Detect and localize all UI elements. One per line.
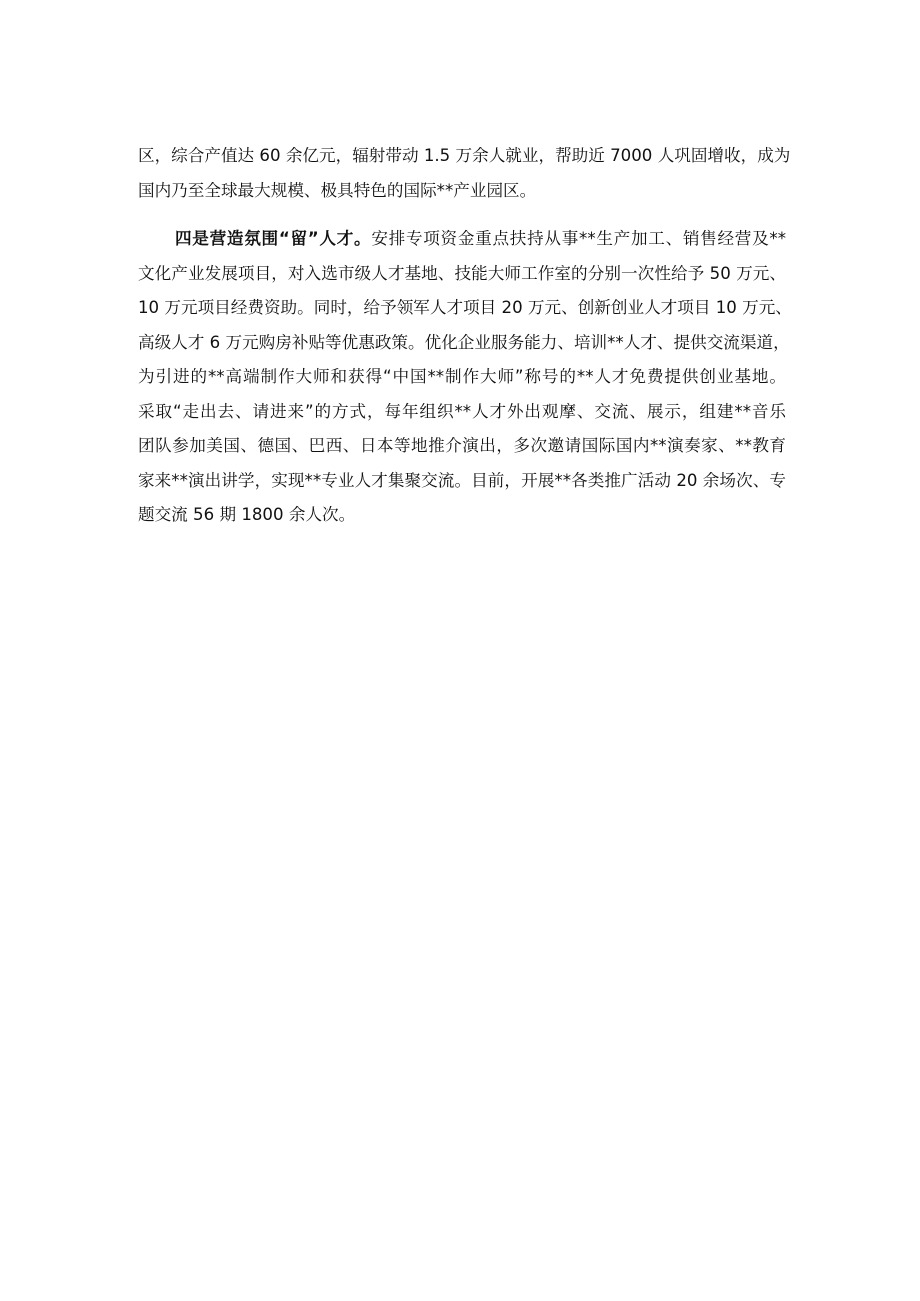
paragraph-1 <box>138 139 791 208</box>
document-body <box>138 139 792 533</box>
paragraph-2-line-5: 为引进的**高端制作大师和获得“中国**制作大师”称号的**人才免费提供创业基地。 <box>138 367 786 386</box>
paragraph-2-line-3: 10 万元项目经费资助。同时，给予领军人才项目 20 万元、创新创业人才项目 10 万元、 <box>138 298 792 317</box>
paragraph-spacer <box>138 208 786 222</box>
paragraph-2-line-2: 文化产业发展项目，对入选市级人才基地、技能大师工作室的分别一次性给予 50 万元、 <box>138 263 786 283</box>
paragraph-2-line-6: 采取“走出去、请进来”的方式，每年组织**人才外出观摩、交流、展示，组建**音乐 <box>138 401 786 421</box>
paragraph-2-line-7: 团队参加美国、德国、巴西、日本等地推介演出，多次邀请国际国内**演奏家、**教育 <box>138 436 786 455</box>
paragraph-2-line-4: 高级人才 6 万元购房补贴等优惠政策。优化企业服务能力、培训**人才、提供交流渠道， <box>138 332 790 352</box>
paragraph-2-line-9: 题交流 56 期 1800 余人次。 <box>138 505 356 524</box>
paragraph-2-heading: 四是营造氛围“留”人才。 <box>175 229 372 248</box>
paragraph-1-line-1: 区，综合产值达 60 余亿元，辐射带动 1.5 万余人就业，帮助近 7000 人巩固增收，成为 <box>138 146 791 165</box>
paragraph-2-line-1 <box>138 222 786 257</box>
paragraph-2-line-1-text: 安排专项资金重点扶持从事**生产加工、销售经营及** <box>371 229 787 248</box>
paragraph-1-line-2: 国内乃至全球最大规模、极具特色的国际**产业园区。 <box>138 180 537 200</box>
paragraph-2 <box>138 222 792 533</box>
paragraph-2-line-8: 家来**演出讲学，实现**专业人才集聚交流。目前，开展**各类推广活动 20 余场次、专 <box>138 470 786 490</box>
